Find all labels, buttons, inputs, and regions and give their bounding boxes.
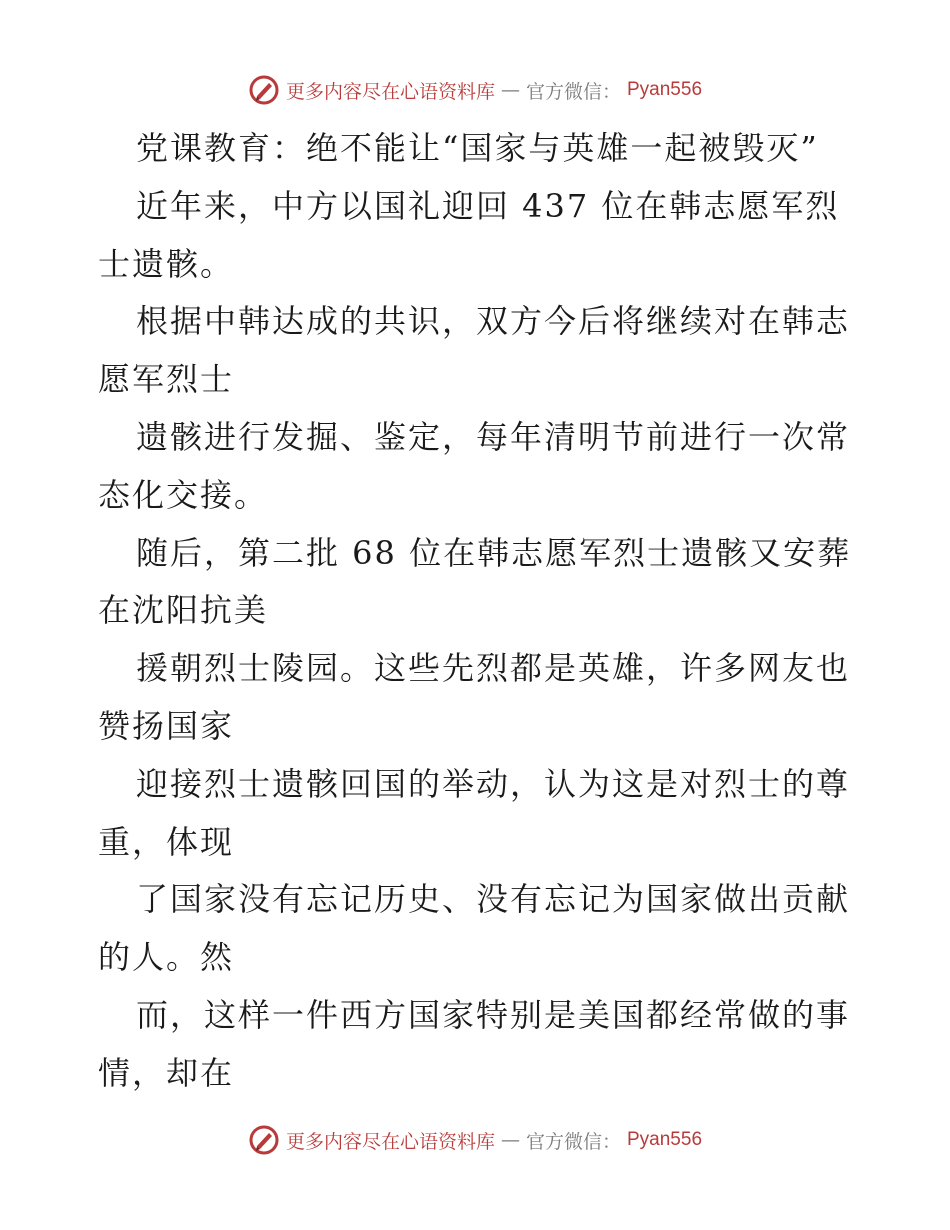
text-line: 赞扬国家: [98, 706, 235, 745]
banner-dash: —: [500, 79, 520, 101]
footer-banner: [0, 1120, 950, 1160]
text-line: 根据中韩达成的共识，双方今后将继续对在韩志: [136, 302, 851, 341]
text-line: 近年来，中方以国礼迎回 437 位在韩志愿军烈: [136, 186, 840, 225]
banner-wechat-handle: Pyan556: [627, 1129, 703, 1150]
text-line: 情，却在: [98, 1053, 235, 1092]
text-line: 迎接烈士遗骸回国的举动，认为这是对烈士的尊: [136, 764, 851, 803]
document-body: [98, 120, 858, 1103]
text-line: 愿军烈士: [98, 360, 235, 399]
banner-dash: —: [500, 1129, 520, 1151]
header-banner: [0, 70, 950, 110]
banner-text: 更多内容尽在心语资料库: [285, 80, 495, 103]
banner-official-label: 官方微信：: [525, 80, 621, 103]
text-line: 态化交接。: [98, 475, 269, 514]
text-line: 援朝烈士陵园。这些先烈都是英雄，许多网友也: [136, 649, 851, 688]
banner-official-label: 官方微信：: [525, 1130, 621, 1153]
text-line: 随后，第二批 68 位在韩志愿军烈士遗骸又安葬: [136, 533, 852, 572]
text-line: 士遗骸。: [98, 244, 235, 283]
banner-text: 更多内容尽在心语资料库: [285, 1130, 495, 1153]
banner-wechat-handle: Pyan556: [627, 79, 703, 100]
text-line: 在沈阳抗美: [98, 591, 269, 630]
document-title: 党课教育：绝不能让“国家与英雄一起被毁灭”: [136, 129, 819, 167]
pen-logo-icon: [248, 1124, 280, 1156]
text-line: 的人。然: [98, 938, 235, 977]
text-line: 遗骸进行发掘、鉴定，每年清明节前进行一次常: [136, 417, 851, 456]
text-line: 而，这样一件西方国家特别是美国都经常做的事: [136, 995, 851, 1034]
text-line: 重，体现: [98, 822, 235, 861]
text-line: 了国家没有忘记历史、没有忘记为国家做出贡献: [136, 880, 851, 919]
pen-logo-icon: [248, 74, 280, 106]
